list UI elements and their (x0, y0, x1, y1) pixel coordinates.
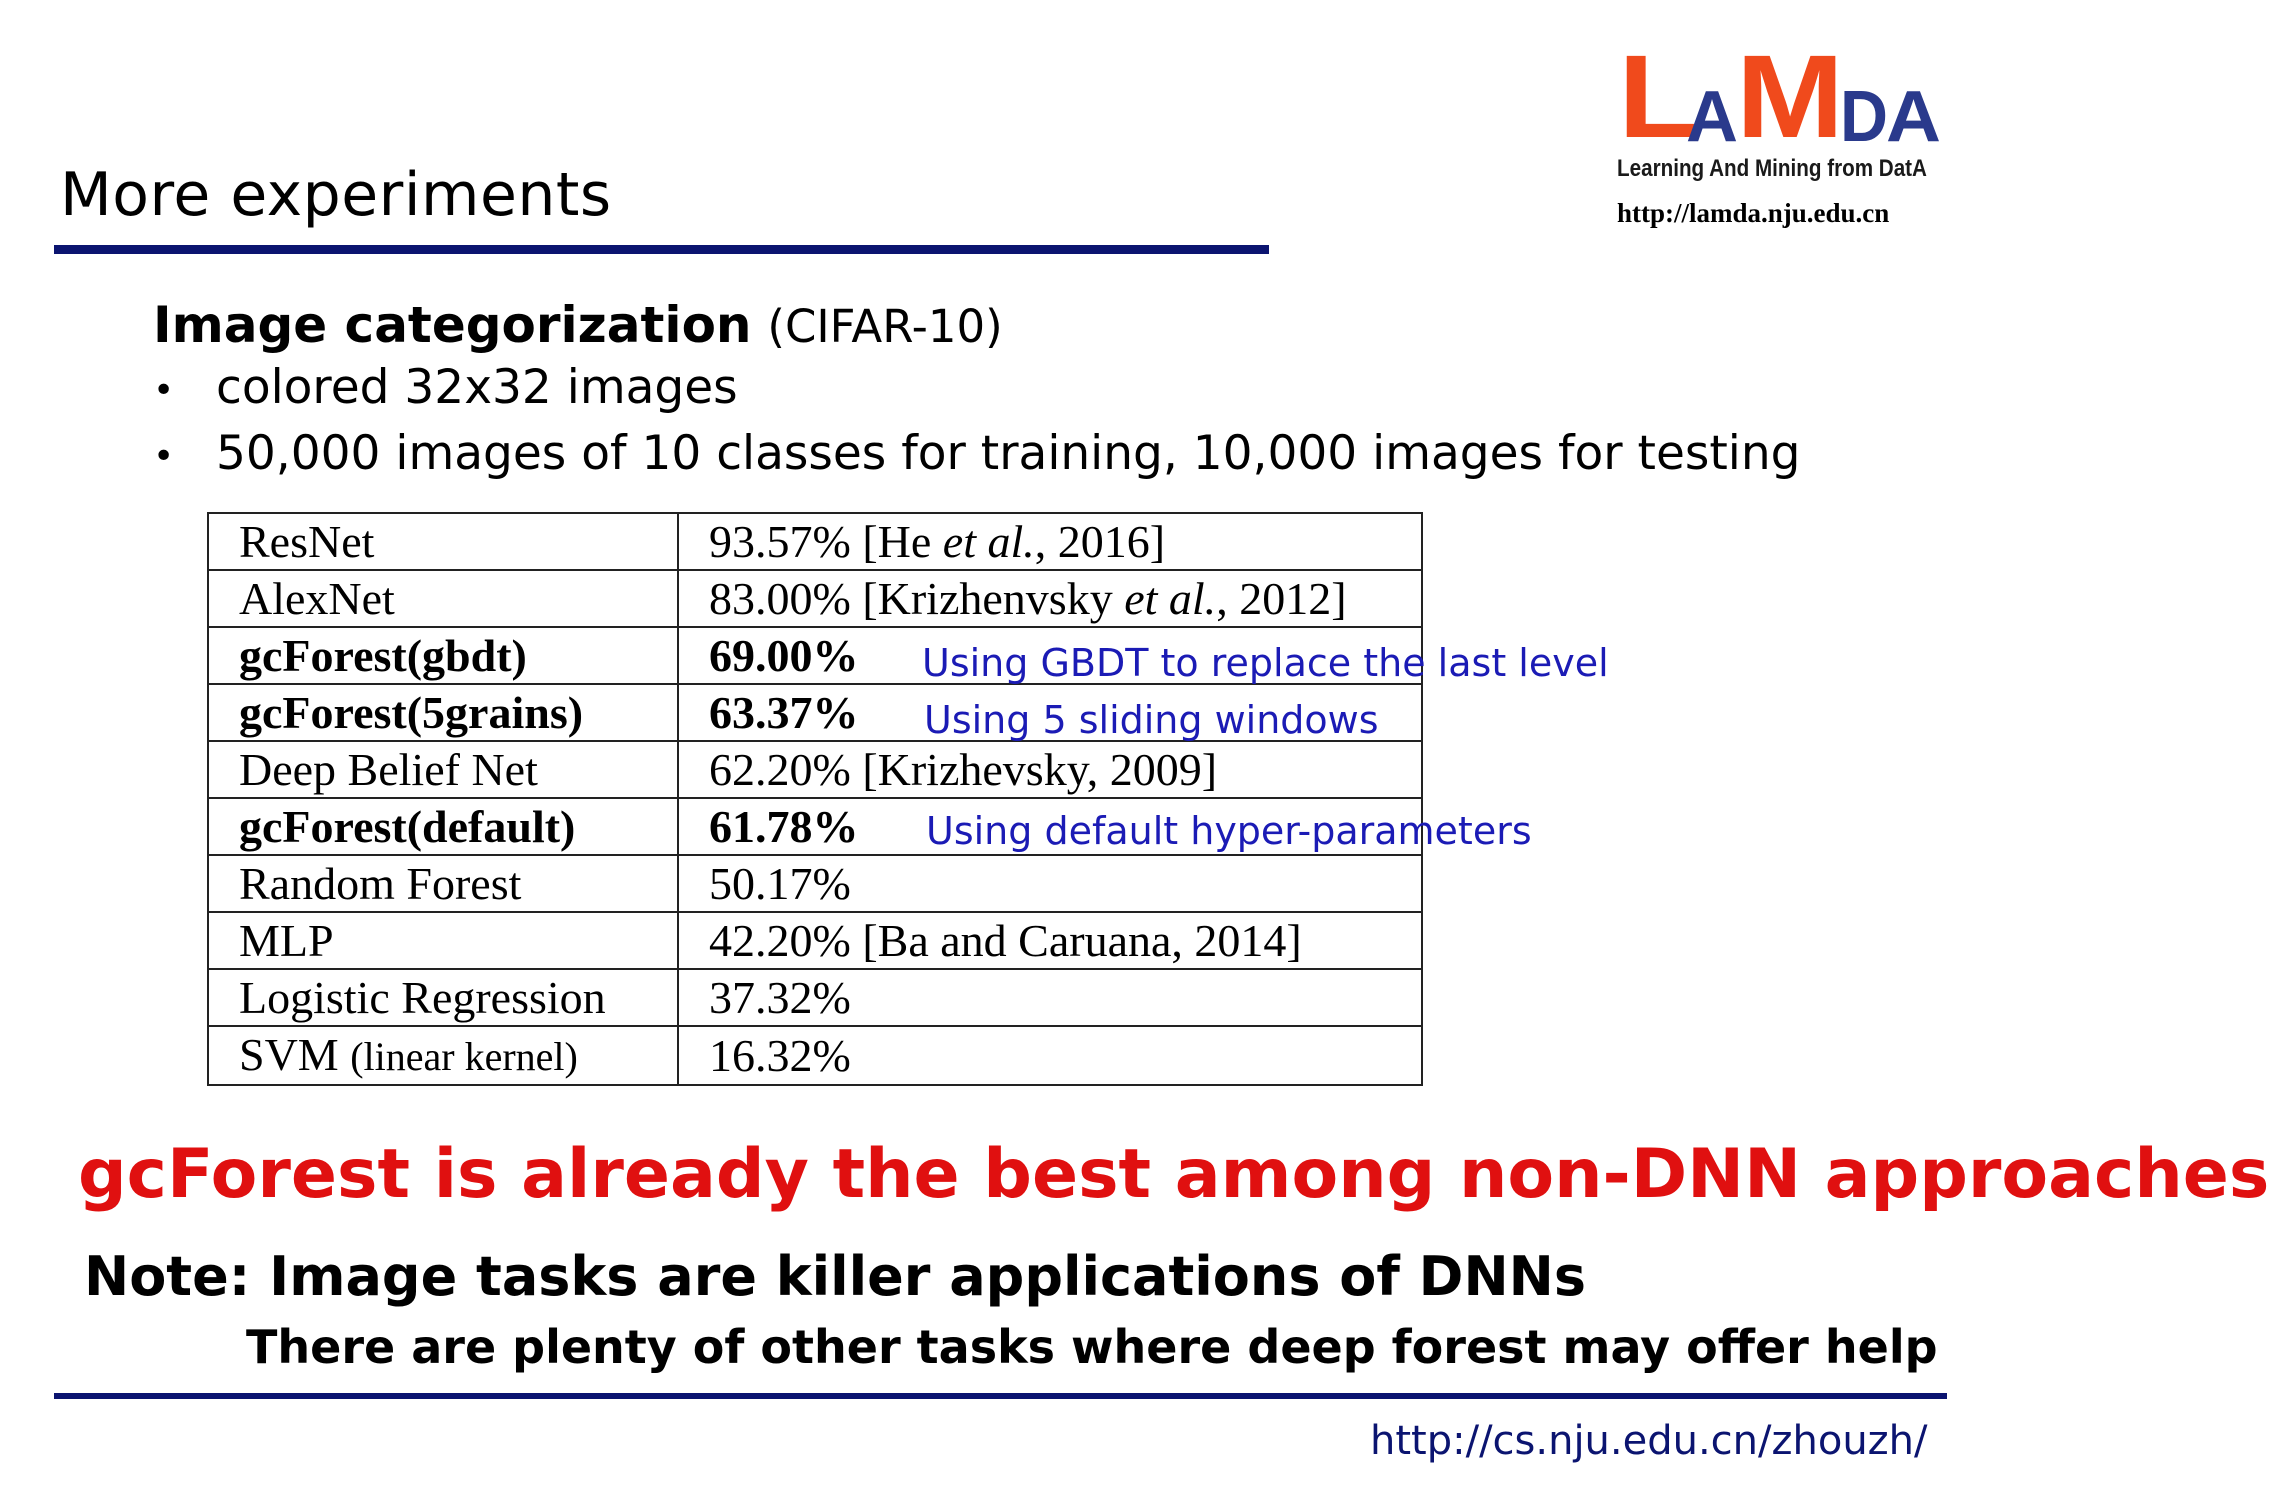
method-cell: AlexNet (208, 570, 678, 627)
bullet-text: 50,000 images of 10 classes for training, 10,000 images for testing (216, 426, 1801, 481)
accuracy-value: 42.20% (709, 915, 851, 966)
method-suffix: (linear kernel) (350, 1034, 578, 1079)
svg-text:L: L (1618, 31, 1698, 163)
accuracy-cell (678, 570, 1422, 627)
accuracy-cell (678, 969, 1422, 1026)
accuracy-cell (678, 912, 1422, 969)
method-name: SVM (239, 1029, 339, 1080)
note-text: Note: Image tasks are killer applications of DNNs (84, 1245, 1587, 1308)
table-row (208, 1026, 1422, 1085)
table-row (208, 969, 1422, 1026)
table-row (208, 855, 1422, 912)
svg-text:M: M (1736, 31, 1844, 163)
accuracy-value: 62.20% (709, 744, 851, 795)
accuracy-value: 37.32% (709, 972, 851, 1023)
other-tasks-text: There are plenty of other tasks where deep forest may offer help (246, 1320, 1938, 1374)
footer-url: http://cs.nju.edu.cn/zhouzh/ (1370, 1418, 1928, 1464)
svg-text:A: A (1886, 77, 1941, 157)
logo-url: http://lamda.nju.edu.cn (1617, 198, 1890, 228)
logo-tagline: Learning And Mining from DatA (1617, 155, 1927, 182)
accuracy-cell (678, 513, 1422, 570)
method-cell: gcForest(gbdt) (208, 627, 678, 684)
annotation-5grains: Using 5 sliding windows (924, 698, 1379, 742)
accuracy-value: 93.57% (709, 516, 851, 567)
table-row (208, 912, 1422, 969)
table-row (208, 570, 1422, 627)
bullet-dot-icon: • (153, 370, 175, 411)
accuracy-value: 50.17% (709, 858, 851, 909)
accuracy-value: 16.32% (709, 1030, 851, 1081)
accuracy-value: 69.00% (709, 630, 859, 681)
table-row (208, 513, 1422, 570)
accuracy-cell (678, 741, 1422, 798)
bullet-item (153, 360, 738, 415)
section-heading-text: Image categorization (153, 296, 752, 354)
accuracy-cell (678, 855, 1422, 912)
footer-rule (54, 1393, 1947, 1399)
reference: [Ba and Caruana, 2014] (862, 915, 1302, 966)
table-row (208, 741, 1422, 798)
bullet-dot-icon: • (153, 436, 175, 477)
accuracy-value: 63.37% (709, 687, 859, 738)
method-cell: Logistic Regression (208, 969, 678, 1026)
method-cell: gcForest(5grains) (208, 684, 678, 741)
slide-title: More experiments (60, 160, 612, 230)
accuracy-cell (678, 1026, 1422, 1085)
annotation-gbdt: Using GBDT to replace the last level (922, 641, 1609, 685)
section-heading-dataset: (CIFAR-10) (767, 300, 1003, 353)
method-cell: ResNet (208, 513, 678, 570)
reference: [Krizhenvsky et al., 2012] (862, 573, 1347, 624)
bullet-item (153, 426, 1800, 481)
conclusion-text: gcForest is already the best among non-DNN approaches (78, 1135, 2269, 1214)
accuracy-value: 83.00% (709, 573, 851, 624)
bullet-text: colored 32x32 images (216, 360, 738, 415)
method-cell: Deep Belief Net (208, 741, 678, 798)
accuracy-value: 61.78% (709, 801, 859, 852)
svg-text:D: D (1840, 77, 1888, 157)
results-table (207, 512, 1423, 1086)
reference: [He et al., 2016] (862, 516, 1166, 567)
method-cell (208, 1026, 678, 1085)
method-cell: Random Forest (208, 855, 678, 912)
svg-text:A: A (1686, 77, 1738, 157)
method-cell: gcForest(default) (208, 798, 678, 855)
section-heading (153, 296, 1003, 354)
method-cell: MLP (208, 912, 678, 969)
title-underline (54, 245, 1269, 254)
reference: [Krizhevsky, 2009] (862, 744, 1218, 795)
annotation-default: Using default hyper-parameters (926, 809, 1532, 853)
